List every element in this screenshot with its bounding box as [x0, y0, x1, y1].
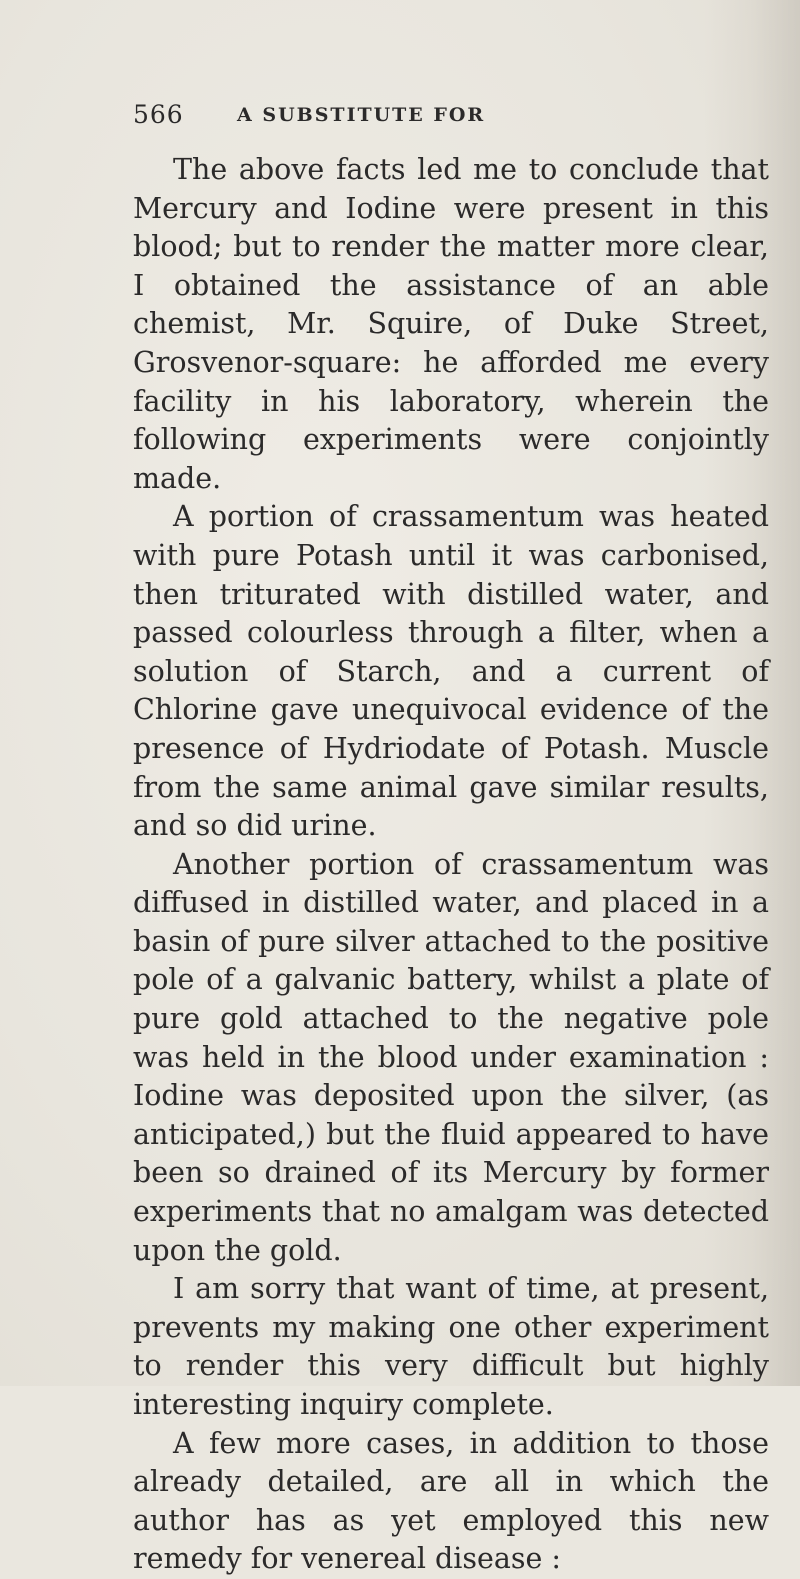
body-text [133, 151, 769, 1579]
paragraph-galvanic-experiment: Another portion of crassamentum was diffused in distilled water, and placed in a basin of pure silver attached to the positive pole of a galvanic battery, whilst a plate of pure gold attached to the negative pole was held in the blood under examination : Iodine was deposited upon the silver, (as anticipated,) but the fluid appeared to have been so drained of its Mercury by former experiments that no amalgam was detected upon the gold. [133, 847, 769, 1267]
page-number: 566 [133, 100, 184, 129]
page-header [133, 100, 693, 140]
paragraph-want-of-time: I am sorry that want of time, at present, prevents my making one other experiment to render this very difficult but highly interesting inquiry complete. [133, 1272, 769, 1421]
running-title: A SUBSTITUTE FOR [237, 104, 486, 126]
paragraph-few-more-cases: A few more cases, in addition to those already detailed, are all in which the author has as yet employed this new remedy for venereal disease : [133, 1426, 769, 1576]
paragraph-potash-experiment: A portion of crassamentum was heated with pure Potash until it was carbonised, then triturated with distilled water, and passed colourless through a filter, when a solution of Starch, and a current of Chlorine gave unequivocal evidence of the presence of Hydriodate of Potash. Muscle from the same animal gave similar results, and so did urine. [133, 500, 769, 843]
paragraph-mercury-iodine: The above facts led me to conclude that Mercury and Iodine were present in this blood; but to render the matter more clear, I obtained the assistance of an able chemist, Mr. Squire, of Duke Street, Grosvenor-square: he afforded me every facility in his laboratory, wherein the following experiments were conjointly made. [133, 153, 769, 495]
